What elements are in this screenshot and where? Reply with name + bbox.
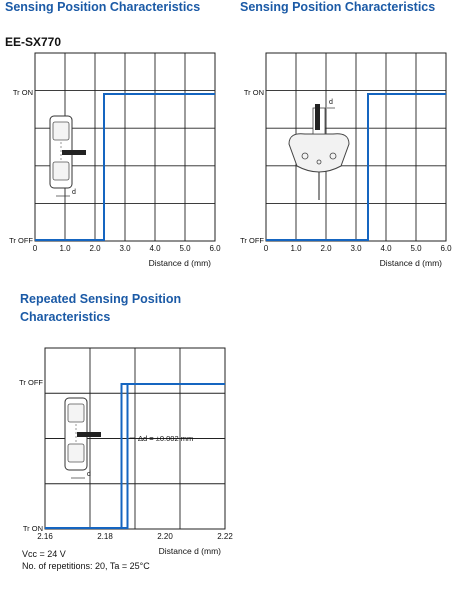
- x-tick-label: 3.0: [350, 244, 362, 253]
- x-tick-label: 2.0: [320, 244, 332, 253]
- model-label: EE-SX770: [5, 35, 62, 49]
- sensing-position-chart-left: [0, 50, 230, 275]
- x-tick-label: 2.0: [89, 244, 101, 253]
- x-tick-label: 2.18: [97, 532, 113, 541]
- annotation-label: Δd = ±0.002 mm: [138, 434, 194, 443]
- sensing-position-chart-right: [235, 50, 468, 275]
- distance-marker-label: d: [72, 189, 76, 196]
- x-tick-label: 2.20: [157, 532, 173, 541]
- slot-sensor-side-view-icon: [65, 398, 101, 478]
- x-tick-label: 4.0: [149, 244, 161, 253]
- x-tick-label: 1.0: [59, 244, 71, 253]
- sensor-lower-block: [53, 162, 69, 180]
- x-tick-label: 5.0: [179, 244, 191, 253]
- repeated-sensing-position-chart: [0, 340, 240, 560]
- x-axis-title: Distance d (mm): [379, 258, 442, 268]
- sensor-housing: [289, 134, 349, 172]
- y-label-bottom: Tr ON: [22, 524, 43, 533]
- sensing-object-bar: [77, 432, 101, 437]
- x-tick-label: 4.0: [380, 244, 392, 253]
- heading-repeated-line2: Characteristics: [20, 310, 111, 324]
- x-tick-label: 6.0: [209, 244, 221, 253]
- sensor-lower-block: [68, 444, 84, 462]
- heading-right: Sensing Position Characteristics: [240, 0, 436, 14]
- sensing-object-bar: [62, 150, 86, 155]
- x-tick-label: 3.0: [119, 244, 131, 253]
- vcc-note: Vcc = 24 V: [22, 549, 66, 559]
- slot-sensor-front-view-icon: [289, 99, 349, 200]
- y-label-bottom: Tr OFF: [9, 236, 33, 245]
- sensing-object-bar: [315, 104, 320, 130]
- x-axis-title: Distance d (mm): [148, 258, 211, 268]
- heading-repeated-line1: Repeated Sensing Position: [20, 292, 182, 306]
- y-label-top: Tr OFF: [19, 378, 43, 387]
- sensor-upper-block: [53, 122, 69, 140]
- y-label-bottom: Tr OFF: [240, 236, 264, 245]
- distance-marker-label: d: [87, 471, 91, 478]
- x-tick-label: 6.0: [440, 244, 452, 253]
- heading-left: Sensing Position Characteristics: [5, 0, 201, 14]
- x-tick-label: 2.16: [37, 532, 53, 541]
- x-tick-label: 1.0: [290, 244, 302, 253]
- x-tick-label: 2.22: [217, 532, 233, 541]
- sensor-upper-block: [68, 404, 84, 422]
- y-label-top: Tr ON: [243, 88, 264, 97]
- repetitions-note: No. of repetitions: 20, Ta = 25°C: [22, 561, 150, 571]
- x-tick-label: 0: [263, 244, 269, 253]
- x-tick-label: 5.0: [410, 244, 422, 253]
- distance-marker-label: d: [329, 99, 333, 106]
- y-label-top: Tr ON: [12, 88, 33, 97]
- x-tick-label: 0: [32, 244, 38, 253]
- x-axis-title: Distance d (mm): [158, 546, 221, 556]
